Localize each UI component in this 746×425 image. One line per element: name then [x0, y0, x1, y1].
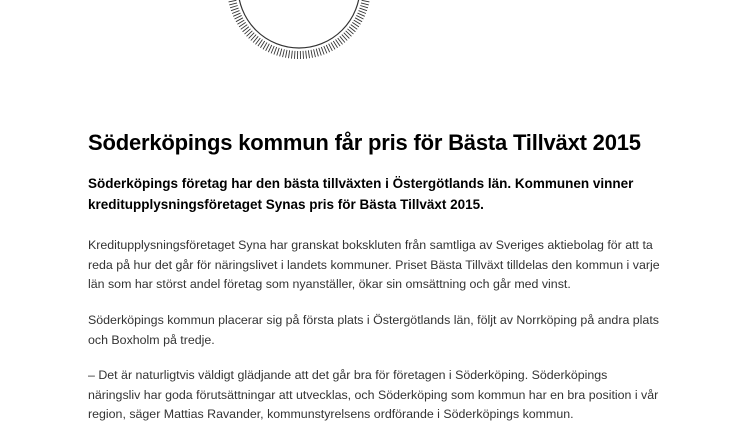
page-title: Söderköpings kommun får pris för Bästa Tillväxt 2015	[88, 128, 641, 158]
award-seal-icon	[226, 0, 372, 60]
body-paragraph-1: Kreditupplysningsföretaget Syna har granskat bokskluten från samtliga av Sveriges aktiebolag för att ta reda på hur det går för näringslivet i landets kommuner. Priset Bästa Tillväxt tilldelas den kommun i varje län som har störst andel företag som nyanställer, ökar sin omsättning och går med vinst.	[88, 236, 663, 295]
body-paragraph-2: Söderköpings kommun placerar sig på första plats i Östergötlands län, följt av Norrköping på andra plats och Boxholm på tredje.	[88, 311, 663, 350]
body-paragraph-3: – Det är naturligtvis väldigt glädjande att det går bra för företagen i Söderköping. Söderköpings näringsliv har goda förutsättningar att utvecklas, och Söderköping som kommun har en bra position i vår region, säger Mattias Ravander, kommunstyrelsens ordförande i Söderköpings kommun.	[88, 366, 663, 425]
award-seal-area	[0, 0, 746, 60]
lead-paragraph: Söderköpings företag har den bästa tillväxten i Östergötlands län. Kommunen vinner kreditupplysningsföretaget Synas pris för Bästa Tillväxt 2015.	[88, 173, 668, 215]
